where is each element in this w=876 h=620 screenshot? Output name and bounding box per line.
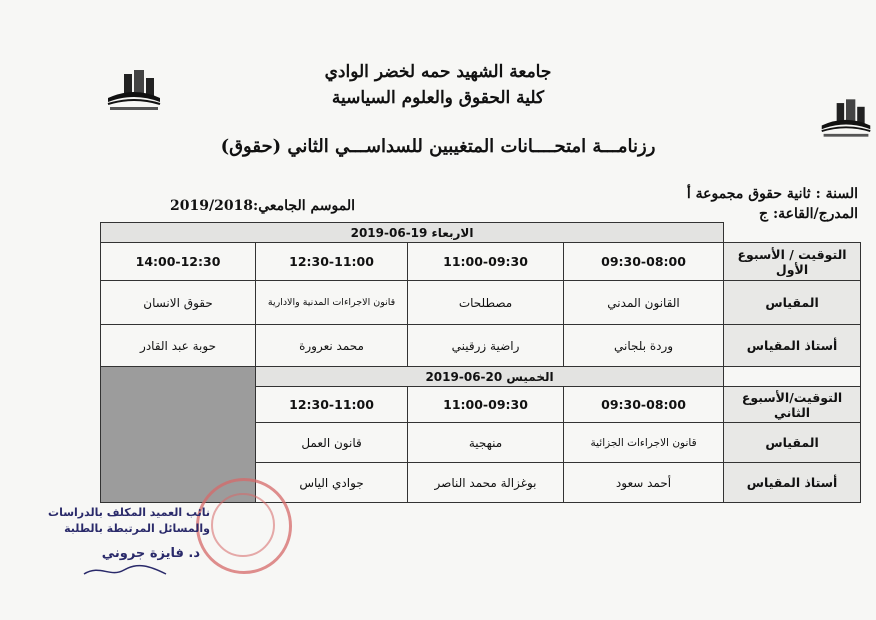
week1-professor-label: أستاذ المقياس	[724, 325, 861, 367]
week2-time-1: 09:30-08:00	[564, 387, 724, 423]
week1-timing-label: التوقيت / الأسبوع الأول	[724, 243, 861, 281]
week2-professor-2: بوغزالة محمد الناصر	[408, 463, 564, 503]
week1-professor-4: حوبة عبد القادر	[101, 325, 256, 367]
university-name: جامعة الشهيد حمه لخضر الوادي	[324, 62, 552, 82]
academic-season: الموسم الجامعي:2019/2018	[170, 198, 355, 214]
table-row	[101, 243, 861, 281]
week1-module-1: القانون المدني	[564, 281, 724, 325]
week1-time-2: 11:00-09:30	[408, 243, 564, 281]
week2-professor-label: أستاذ المقياس	[724, 463, 861, 503]
week1-time-3: 12:30-11:00	[256, 243, 408, 281]
week1-professor-3: محمد نعرورة	[256, 325, 408, 367]
week2-module-2: منهجية	[408, 423, 564, 463]
signatory-name: د. فايزة جروني	[101, 546, 200, 561]
official-stamp	[196, 478, 292, 574]
exam-schedule-table	[100, 222, 861, 503]
week1-module-2: مصطلحات	[408, 281, 564, 325]
handwritten-signature	[80, 562, 170, 580]
week2-professor-1: أحمد سعود	[564, 463, 724, 503]
year-group: السنة : ثانية حقوق مجموعة أ	[686, 186, 858, 202]
signature-title-line2: والمسائل المرتبطة بالطلبة	[64, 522, 210, 535]
week1-professor-2: راضية زرقيني	[408, 325, 564, 367]
week2-professor-3: جوادي الياس	[256, 463, 408, 503]
week2-time-3: 12:30-11:00	[256, 387, 408, 423]
week1-module-4: حقوق الانسان	[101, 281, 256, 325]
week1-module-label: المقياس	[724, 281, 861, 325]
table-row	[101, 281, 861, 325]
faculty-name: كلية الحقوق والعلوم السياسية	[331, 88, 545, 108]
week1-date: الاربعاء 19-06-2019	[101, 223, 724, 243]
week2-module-label: المقياس	[724, 423, 861, 463]
signature-title-line1: نائب العميد المكلف بالدراسات	[48, 506, 210, 519]
table-row	[101, 325, 861, 367]
week1-time-4: 14:00-12:30	[101, 243, 256, 281]
week2-time-2: 11:00-09:30	[408, 387, 564, 423]
week2-module-1: قانون الاجراءات الجزائية	[564, 423, 724, 463]
week1-time-1: 09:30-08:00	[564, 243, 724, 281]
week1-module-3: قانون الاجراءات المدنية والادارية	[256, 281, 408, 325]
week2-date: الخميس 20-06-2019	[256, 367, 724, 387]
exam-hall: المدرج/القاعة: ج	[759, 206, 858, 222]
week1-professor-1: وردة بلجاني	[564, 325, 724, 367]
week2-module-3: قانون العمل	[256, 423, 408, 463]
week2-timing-label: التوقيت/الأسبوع الثاني	[724, 387, 861, 423]
calendar-title: رزنامـــة امتحــــانات المتغيبين للسداســـي الثاني (حقوق)	[220, 136, 656, 157]
